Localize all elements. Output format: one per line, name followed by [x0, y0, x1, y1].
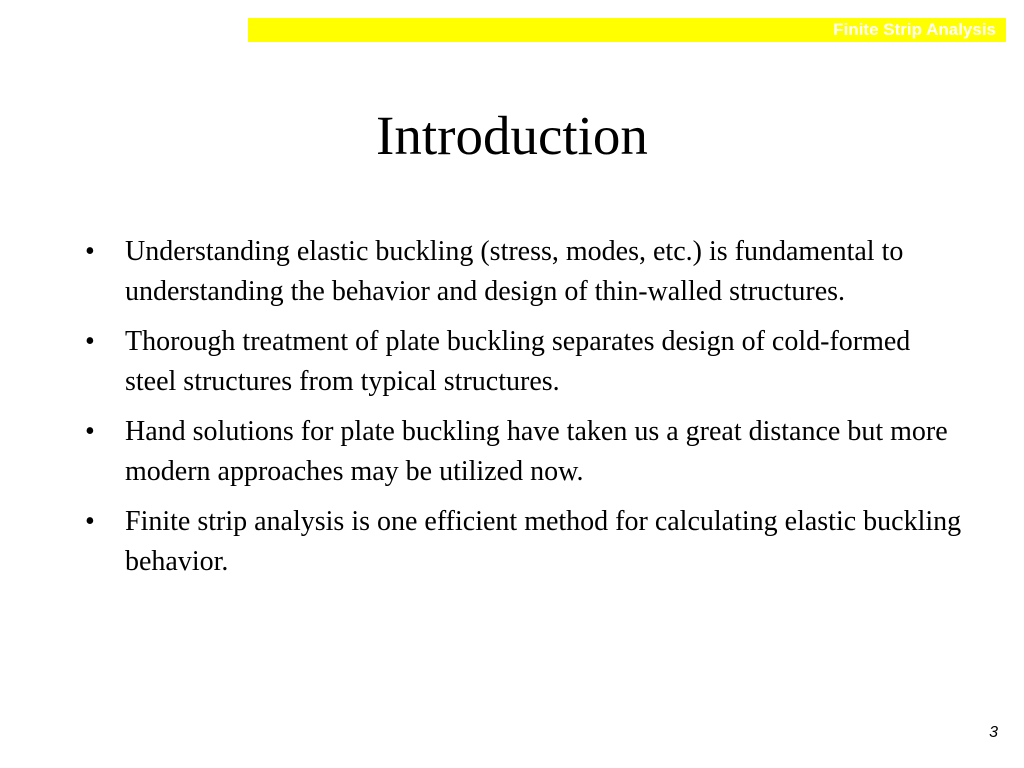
slide-title: Introduction	[376, 105, 648, 166]
bullet-icon: •	[85, 326, 95, 357]
bullet-text: Hand solutions for plate buckling have taken us a great distance but more modern approaches may be utilized now.	[125, 416, 948, 487]
bullet-icon: •	[85, 416, 95, 447]
bullet-item	[85, 502, 965, 582]
bullet-text: Thorough treatment of plate buckling separates design of cold-formed steel structures from typical structures.	[125, 326, 911, 397]
header-bar	[248, 18, 1006, 42]
bullet-list	[85, 232, 965, 592]
header-label: Finite Strip Analysis	[833, 20, 996, 39]
page-number: 3	[989, 724, 998, 741]
bullet-item	[85, 412, 965, 492]
bullet-icon: •	[85, 506, 95, 537]
bullet-text: Understanding elastic buckling (stress, modes, etc.) is fundamental to understanding the behavior and design of thin-walled structures.	[125, 236, 904, 307]
bullet-item	[85, 322, 965, 402]
bullet-icon: •	[85, 236, 95, 267]
bullet-item	[85, 232, 965, 312]
bullet-text: Finite strip analysis is one efficient method for calculating elastic buckling behavior.	[125, 506, 962, 577]
